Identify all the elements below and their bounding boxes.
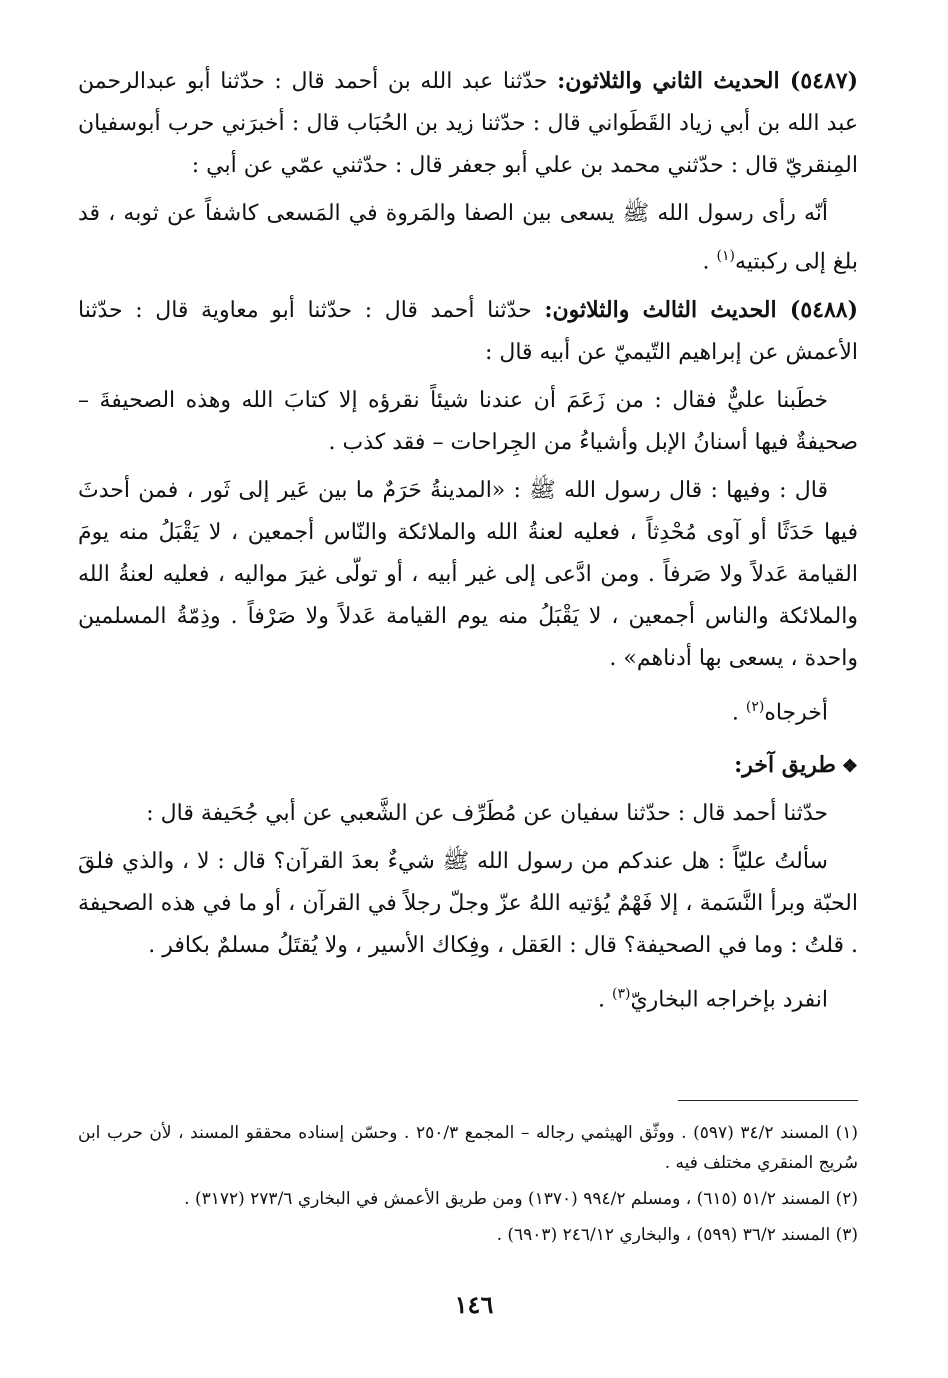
diamond-icon: ❖ (841, 755, 858, 777)
footnote-separator (678, 1100, 858, 1101)
hadith-5488-matn-2: قال : وفيها : قال رسول الله ﷺ : «المدينةُ حَرَمٌ ما بين عَير إلى ثَور ، فمن أحدثَ فيها حَدَثًا أو آوى مُحْدِثاً ، فعليه لعنةُ الله والملائكة والنّاس أجمعين ، لا يَقْبَلُ منه يومَ القيامة عَدلاً ولا صَرفاً . ومن ادَّعى إلى غير أبيه ، أو تولّى غيرَ مواليه ، فعليه لعنةُ الله والملائكة والناس أجمعين ، لا يَقْبَلُ منه يوم القيامة عَدلاً ولا صَرْفاً . وذِمّةُ المسلمين واحدة ، يسعى بها أدناهم» . (78, 478, 858, 672)
hadith-5487-isnad: حدّثنا عبد الله بن أحمد قال : حدّثنا أبو عبدالرحمن عبد الله بن أبي زياد القَطَواني قال : حدّثنا زيد بن الحُبَاب قال : أخبرَني حرب أبوسفيان المِنقريّ قال : حدّثني محمد بن علي أبو جعفر قال : حدّثني عمّي عن أبي : (78, 69, 858, 178)
hadith-5488-isnad: حدّثنا أحمد قال : حدّثنا أبو معاوية قال : حدّثنا الأعمش عن إبراهيم التّيميّ عن أبيه قال : (78, 298, 858, 366)
other-route-isnad: حدّثنا أحمد قال : حدّثنا سفيان عن مُطَرِّف عن الشَّعبي عن أبي جُحَيفة قال : (146, 800, 828, 826)
hadith-5487-title: (٥٤٨٧) الحديث الثاني والثلاثون: (557, 68, 859, 94)
hadith-5488-isnad-paragraph (78, 289, 858, 374)
footnotes (78, 1118, 858, 1256)
footnote-ref-1: (١) (716, 248, 735, 264)
page-number: ١٤٦ (454, 1290, 494, 1319)
other-route-heading (78, 745, 858, 787)
footnote-ref-3: (٣) (611, 985, 631, 1002)
page-body (78, 60, 858, 1027)
hadith-5488-takhrij: أخرجاه (764, 700, 828, 726)
hadith-5487-matn-paragraph (78, 193, 858, 283)
hadith-5488-takhrij-paragraph (78, 686, 858, 734)
hadith-5487-isnad-paragraph (78, 60, 858, 187)
other-route-matn: سألتُ عليّاً : هل عندكم من رسول الله ﷺ شيءٌ بعدَ القرآن؟ قال : لا ، والذي فلقَ الحبّة وبرأ النَّسَمة ، إلا فَهْمٌ يُؤتيه اللهُ عزّ وجلّ رجلاً في القرآن ، أو ما في هذه الصحيفة . قلتُ : وما في الصحيفة؟ قال : العَقل ، وفِكاك الأسير ، ولا يُقتَلُ مسلمٌ بكافر . (78, 848, 858, 958)
other-route-takhrij: انفرد بإخراجه البخاريّ (630, 986, 828, 1012)
other-route-takhrij-end: . (597, 986, 612, 1012)
hadith-5488-takhrij-end: . (731, 700, 746, 726)
other-route-takhrij-paragraph (78, 973, 858, 1021)
footnote-1: (١) المسند ٣٤/٢ (٥٩٧) . ووثّق الهيثمي رجاله – المجمع ٢٥٠/٣ . وحسّن إسناده محققو المسند ، لأن حرب ابن سُريج المنقري مختلف فيه . (78, 1123, 858, 1173)
footnote-2: (٢) المسند ٥١/٢ (٦١٥) ، ومسلم ٩٩٤/٢ (١٣٧٠) ومن طريق الأعمش في البخاري ٢٧٣/٦ (٣١٧٢) . (184, 1189, 858, 1209)
footnote-ref-2: (٢) (745, 699, 765, 716)
other-route-heading-text: طريق آخر: (734, 751, 836, 778)
hadith-5488-matn-1: خطَبنا عليٌّ فقال : من زَعَمَ أن عندنا شيئاً نقرؤه إلا كتابَ الله وهذه الصحيفةَ – صحيفةٌ فيها أسنانُ الإبل وأشياءُ من الجِراحات – فقد كذب . (78, 388, 858, 456)
footnote-3: (٣) المسند ٣٦/٢ (٥٩٩) ، والبخاري ٢٤٦/١٢ (٦٩٠٣) . (496, 1225, 858, 1245)
hadith-5488-title: (٥٤٨٨) الحديث الثالث والثلاثون: (544, 297, 858, 324)
hadith-5487-matn-end: . (702, 249, 717, 275)
hadith-5487-matn: أنّه رأى رسول الله ﷺ يسعى بين الصفا والمَروة في المَسعى كاشفاً عن ثوبه ، قد بلغ إلى ركبتيه (78, 201, 858, 275)
